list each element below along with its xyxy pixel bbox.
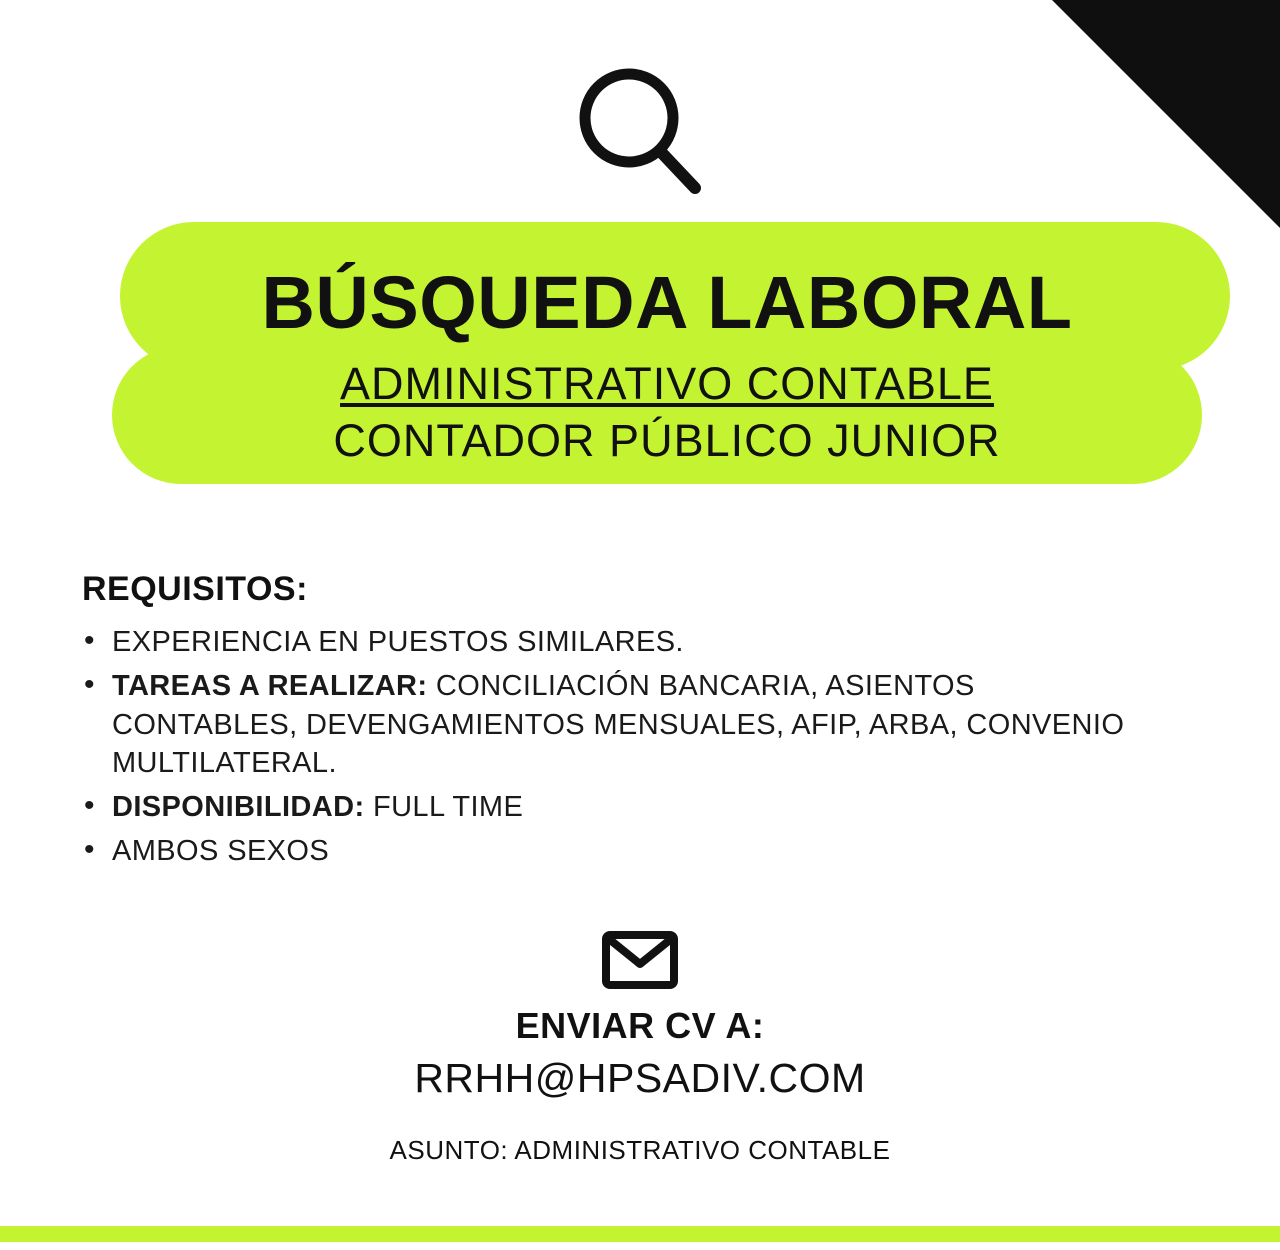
contact-email[interactable]: RRHH@HPSADIV.COM xyxy=(414,1055,866,1102)
banner-text-group xyxy=(112,222,1222,468)
job-title-secondary: CONTADOR PÚBLICO JUNIOR xyxy=(333,414,1001,466)
list-item xyxy=(78,667,1128,782)
requirement-text: CONCILIACIÓN BANCARIA, ASIENTOS CONTABLES, DEVENGAMIENTOS MENSUALES, AFIP, ARBA, CONVENIO MULTILATERAL. xyxy=(112,670,1125,779)
page-title: BÚSQUEDA LABORAL xyxy=(261,261,1073,344)
requirement-text: EXPERIENCIA EN PUESTOS SIMILARES. xyxy=(112,626,684,658)
requirements-section xyxy=(78,570,1128,877)
list-item xyxy=(78,832,1128,870)
send-cv-label: ENVIAR CV A: xyxy=(515,1005,765,1046)
requirement-text: FULL TIME xyxy=(364,791,524,824)
email-subject-note: ASUNTO: ADMINISTRATIVO CONTABLE xyxy=(389,1134,891,1165)
title-banner xyxy=(112,222,1222,484)
contact-section xyxy=(0,930,1280,1166)
list-item xyxy=(78,623,1128,661)
requirements-heading: REQUISITOS: xyxy=(82,570,308,608)
list-item xyxy=(78,788,1128,826)
bottom-white-edge xyxy=(0,1242,1280,1250)
requirement-text: AMBOS SEXOS xyxy=(112,835,330,868)
requirements-list xyxy=(78,623,1128,871)
magnifier-icon-wrap xyxy=(0,62,1280,212)
requirement-label: DISPONIBILIDAD: xyxy=(112,791,365,824)
job-title-primary: ADMINISTRATIVO CONTABLE xyxy=(340,357,994,409)
envelope-icon xyxy=(601,930,679,990)
magnifier-icon xyxy=(565,62,715,212)
requirement-label: TAREAS A REALIZAR: xyxy=(112,670,428,703)
